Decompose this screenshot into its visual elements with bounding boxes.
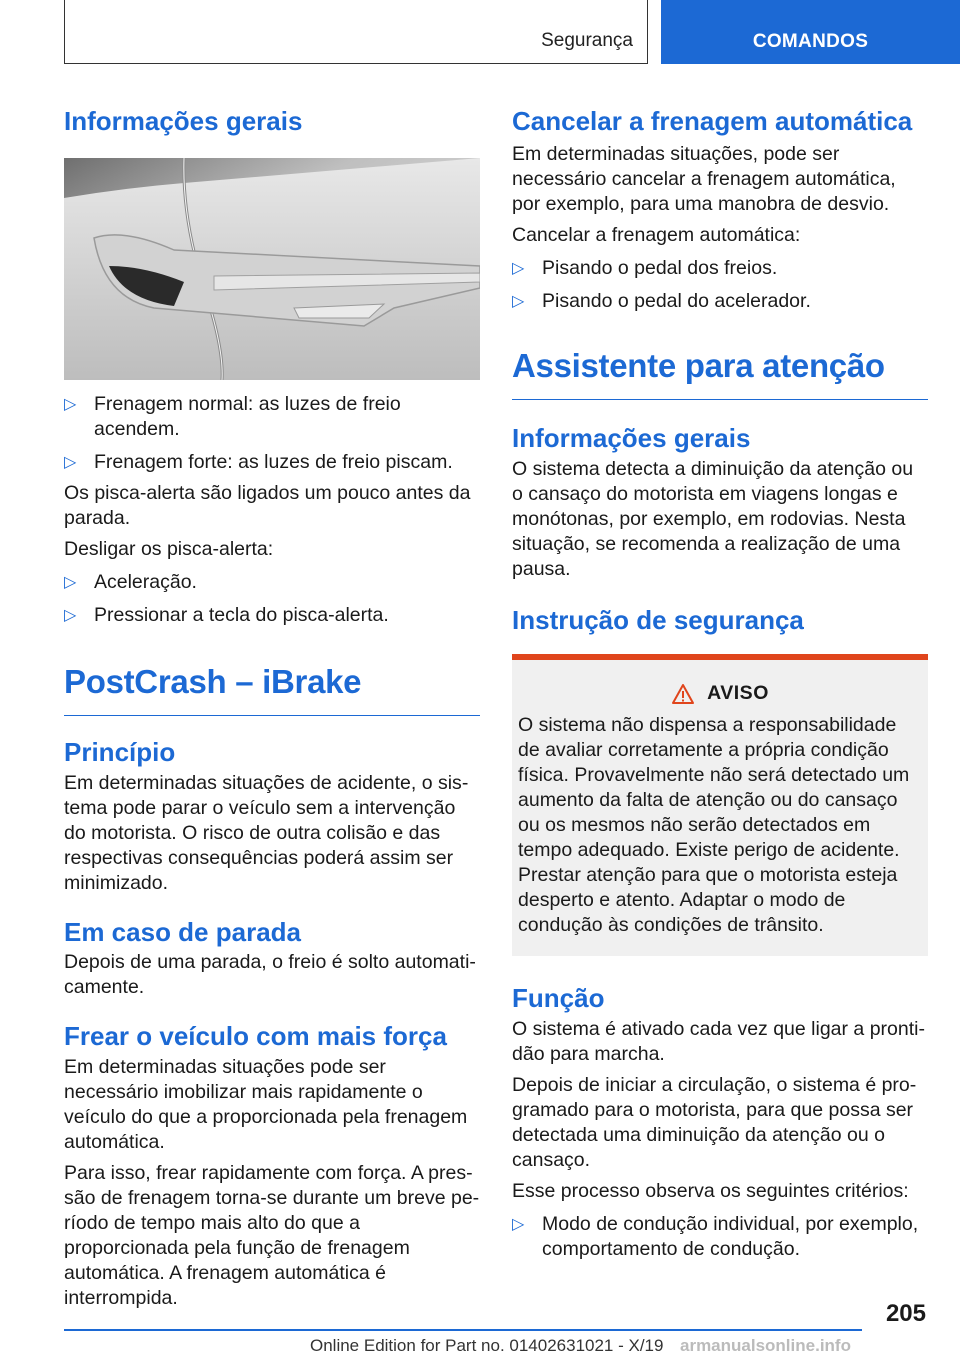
heading-assistente-atencao: Assistente para atenção	[512, 346, 928, 401]
section-title: Segurança	[541, 30, 633, 51]
list-item: ▷ Frenagem normal: as luzes de freio acendem.	[64, 392, 401, 440]
tail-light-image	[64, 158, 480, 380]
heading-informacoes-gerais-2: Informações gerais	[512, 423, 751, 454]
warning-triangle-icon	[671, 683, 695, 705]
watermark: armanualsonline.info	[680, 1336, 851, 1355]
heading-postcrash: PostCrash – iBrake	[64, 662, 480, 717]
paragraph: Os pisca-alerta são ligados um pouco antes da parada.	[64, 481, 471, 529]
paragraph: Para isso, frear rapidamente com força. A pressão de frenagem torna-se durante um breve período de tempo mais alto do que a proporcionada pela função de frenagem automática. A frenagem automática é interrompida.	[64, 1161, 480, 1309]
triangle-bullet-icon: ▷	[64, 453, 77, 471]
list-item: ▷ Pressionar a tecla do pisca-alerta.	[64, 603, 389, 626]
paragraph: Em determinadas situações de acidente, o sistema pode parar o veículo sem a intervenção do motorista. O risco de outra colisão e das respectivas consequências poderá assim ser minimizado.	[64, 771, 469, 894]
heading-funcao: Função	[512, 983, 605, 1014]
brake-light-list	[64, 392, 480, 475]
paragraph: O sistema é ativado cada vez que ligar a prontidão para marcha.	[512, 1017, 925, 1065]
section-tab	[64, 0, 648, 64]
edition-text: Online Edition for Part no. 01402631021 - X/19	[310, 1336, 664, 1355]
heading-instrucao-seguranca: Instrução de segurança	[512, 604, 804, 635]
left-column	[64, 100, 480, 1311]
footer-divider	[64, 1329, 862, 1331]
right-column	[512, 100, 928, 1262]
warning-header	[518, 682, 922, 705]
paragraph: Cancelar a frenagem automática:	[512, 223, 801, 246]
triangle-bullet-icon: ▷	[512, 292, 525, 310]
list-item: ▷ Aceleração.	[64, 570, 197, 593]
triangle-bullet-icon: ▷	[64, 395, 77, 413]
paragraph: Em determinadas situações, pode ser necessário cancelar a frenagem automática, por exemplo, para uma manobra de desvio.	[512, 142, 896, 215]
paragraph: Esse processo observa os seguintes critérios:	[512, 1179, 909, 1202]
paragraph: Depois de uma parada, o freio é solto automaticamente.	[64, 951, 476, 999]
paragraph: Em determinadas situações pode ser necessário imobilizar mais rapidamente o veículo do que a proporcionada pela frenagem automática.	[64, 1055, 468, 1153]
heading-cancelar-frenagem: Cancelar a frenagem automática	[512, 106, 913, 136]
cancel-list	[512, 256, 928, 314]
page-number: 205	[885, 1300, 926, 1327]
page-header	[0, 0, 960, 66]
paragraph: Depois de iniciar a circulação, o sistema é programado para o motorista, para que possa ser detectada uma diminuição da atenção ou o cansaço.	[512, 1073, 917, 1171]
paragraph: Desligar os pisca-alerta:	[64, 537, 274, 560]
list-item: ▷ Pisando o pedal dos freios.	[512, 256, 778, 279]
warning-title: AVISO	[707, 682, 769, 705]
heading-frear-veiculo: Frear o veículo com mais força	[64, 1021, 447, 1052]
triangle-bullet-icon: ▷	[512, 1215, 525, 1233]
list-item: ▷ Modo de condução individual, por exemplo, comportamento de condução.	[512, 1212, 919, 1260]
chapter-tab	[661, 0, 960, 64]
list-item: ▷ Pisando o pedal do acelerador.	[512, 289, 811, 312]
heading-em-caso-de-parada: Em caso de parada	[64, 916, 301, 947]
triangle-bullet-icon: ▷	[512, 259, 525, 277]
chapter-title: COMANDOS	[752, 31, 869, 52]
paragraph: O sistema detecta a diminuição da atenção ou o cansaço do motorista em viagens longas e monótonas, por exemplo, em rodovias. Nesta situação, se recomenda a realização de uma pausa.	[512, 457, 914, 580]
warning-box	[512, 654, 928, 956]
warning-text: O sistema não dispensa a responsabilidade de avaliar corretamente a própria condição física. Provavelmente não será detectado um aumento da falta de atenção ou do cansaço ou os mesmos não serão detectados em tempo adequado. Existe perigo de acidente. Prestar atenção para que o motorista esteja desperto e atento. Adaptar o modo de condução às condições de trânsito.	[518, 714, 910, 937]
list-item: ▷ Frenagem forte: as luzes de freio piscam.	[64, 450, 453, 473]
heading-principio: Princípio	[64, 737, 176, 768]
triangle-bullet-icon: ▷	[64, 606, 77, 624]
criteria-list	[512, 1212, 928, 1262]
heading-informacoes-gerais: Informações gerais	[64, 106, 303, 136]
triangle-bullet-icon: ▷	[64, 573, 77, 591]
hazard-off-list	[64, 570, 480, 628]
